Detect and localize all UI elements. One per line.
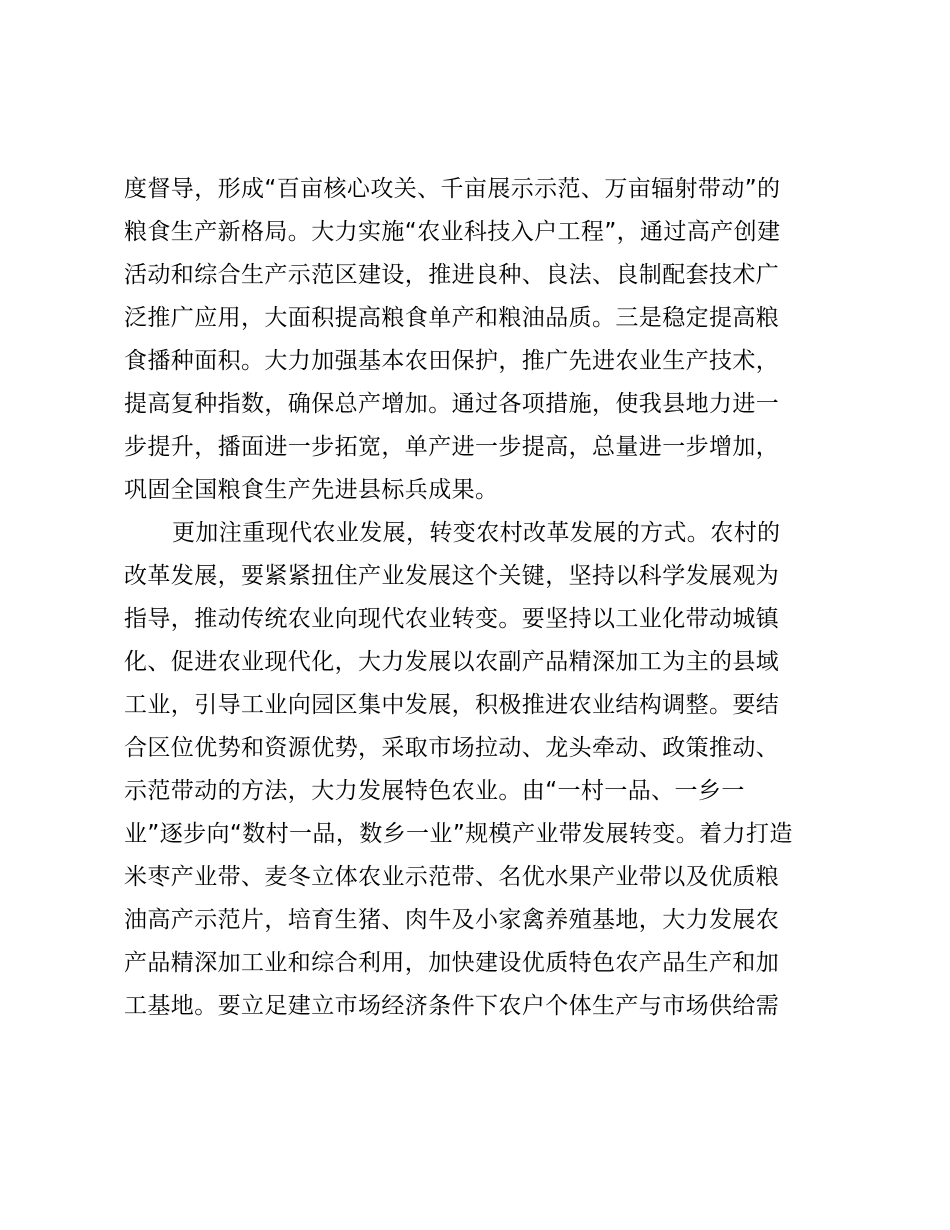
text-line: 合区位优势和资源优势，采取市场拉动、龙头牵动、政策推动、 — [124, 735, 780, 761]
body-text — [124, 168, 836, 1028]
text-line: 改革发展，要紧紧扭住产业发展这个关键，坚持以科学发展观为 — [124, 563, 780, 589]
text-line: 更加注重现代农业发展，转变农村改革发展的方式。农村的 — [172, 520, 781, 546]
text-line: 油高产示范片，培育生猪、肉牛及小家禽养殖基地，大力发展农 — [124, 907, 780, 933]
text-line: 产品精深加工业和综合利用，加快建设优质特色农产品生产和加 — [124, 950, 780, 976]
paragraph-2 — [124, 512, 836, 1028]
text-line: 业”逐步向“数村一品，数乡一业”规模产业带发展转变。着力打造 — [124, 821, 793, 847]
text-line: 示范带动的方法，大力发展特色农业。由“一村一品、一乡一 — [124, 778, 745, 804]
text-line: 巩固全国粮食生产先进县标兵成果。 — [124, 477, 499, 503]
text-line: 米枣产业带、麦冬立体农业示范带、名优水果产业带以及优质粮 — [124, 864, 780, 890]
paragraph-1 — [124, 168, 836, 512]
text-line: 食播种面积。大力加强基本农田保护，推广先进农业生产技术， — [124, 348, 780, 374]
text-line: 泛推广应用，大面积提高粮食单产和粮油品质。三是稳定提高粮 — [124, 305, 780, 331]
text-line: 度督导，形成“百亩核心攻关、千亩展示示范、万亩辐射带动”的 — [124, 176, 781, 202]
text-line: 化、促进农业现代化，大力发展以农副产品精深加工为主的县域 — [124, 649, 780, 675]
text-line: 步提升，播面进一步拓宽，单产进一步提高，总量进一步增加， — [124, 434, 780, 460]
text-line: 提高复种指数，确保总产增加。通过各项措施，使我县地力进一 — [124, 391, 780, 417]
text-line: 活动和综合生产示范区建设，推进良种、良法、良制配套技术广 — [124, 262, 780, 288]
text-line: 指导，推动传统农业向现代农业转变。要坚持以工业化带动城镇 — [124, 606, 780, 632]
text-line: 粮食生产新格局。大力实施“农业科技入户工程”，通过高产创建 — [124, 219, 781, 245]
text-line: 工基地。要立足建立市场经济条件下农户个体生产与市场供给需 — [124, 993, 780, 1019]
text-line: 工业，引导工业向园区集中发展，积极推进农业结构调整。要结 — [124, 692, 780, 718]
